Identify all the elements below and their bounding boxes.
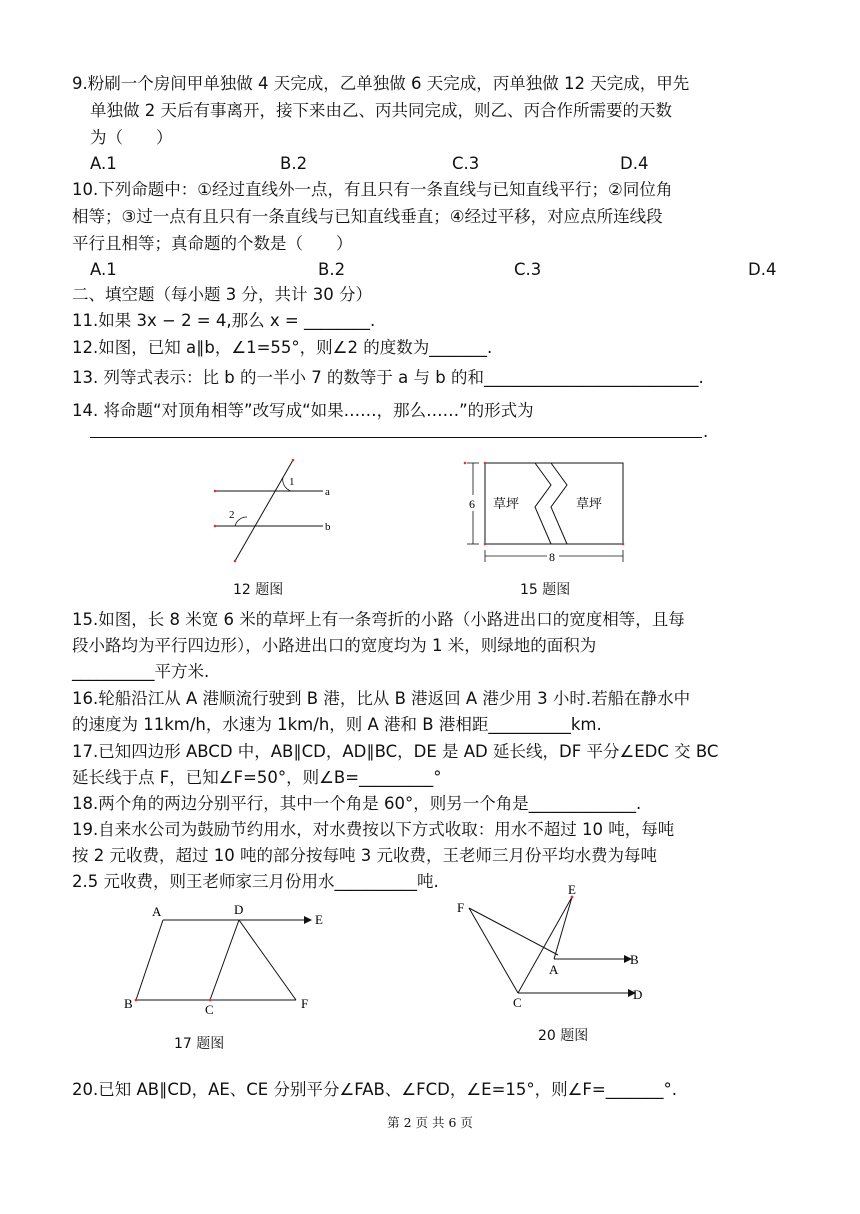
figure-17-caption: 17 题图 [174,1036,225,1052]
q9-line3: 为（ ） [90,128,173,147]
page-footer: 第 2 页 共 6 页 [387,1115,473,1130]
segment-ce [518,897,572,993]
q18: 18.两个角的两边分别平行，其中一个角是 60°，则另一个角是_____________. [72,794,642,813]
q11: 11.如果 3x − 2 = 4,那么 x = ________. [72,311,376,330]
q14-period: . [703,422,709,441]
dim-8-label: 8 [549,550,555,564]
transversal [235,460,293,561]
q10-line2: 相等；③过一点有且只有一条直线与已知直线垂直；④经过平移，对应点所连线段 [72,207,663,226]
q10-option-c: C.3 [514,260,542,279]
q9-option-a: A.1 [90,154,117,173]
q17-line2: 延长线于点 F，已知∠F=50°，则∠B=_________° [72,768,442,787]
q10-line3: 平行且相等；真命题的个数是（ ） [72,234,353,253]
q10-option-d: D.4 [748,260,777,279]
segment-dc [210,920,239,1000]
label-2: 2 [229,509,235,521]
label-A: A [152,904,162,919]
q17-line1: 17.已知四边形 ABCD 中，AB∥CD，AD∥BC，DE 是 AD 延长线，DF 平分∠EDC 交 BC [72,742,719,761]
label-E: E [315,912,323,927]
segment-ab [136,920,163,1000]
q15-line1: 15.如图，长 8 米宽 6 米的草坪上有一条弯折的小路（小路进出口的宽度相等，且每 [72,610,685,629]
label-C: C [513,995,522,1010]
segment-df [239,920,296,1000]
path-right-edge [551,463,567,544]
q16-line2: 的速度为 11km/h，水速为 1km/h，则 A 港和 B 港相距__________km. [72,715,602,734]
path-left-edge [535,463,551,544]
q14-answer-line [90,437,702,438]
figure-15 [455,455,635,570]
figure-17 [118,900,328,1020]
q10-option-b: B.2 [318,260,346,279]
label-B: B [630,952,639,967]
label-E: E [568,882,576,897]
lawn-left-label: 草坪 [493,496,520,511]
q9-option-d: D.4 [620,154,649,173]
figure-12-caption: 12 题图 [233,582,284,598]
q15-line2: 段小路均为平行四边形），小路进出口的宽度均为 1 米，则绿地的面积为 [72,636,597,655]
label-B: B [124,996,133,1011]
q13: 13. 列等式表示：比 b 的一半小 7 的数等于 a 与 b 的和__________________________. [72,368,704,387]
q16-line1: 16.轮船沿江从 A 港顺流行驶到 B 港，比从 B 港返回 A 港少用 3 小时.若船在静水中 [72,689,691,708]
q12: 12.如图，已知 a∥b，∠1=55°，则∠2 的度数为_______. [72,338,493,357]
label-1: 1 [289,476,295,488]
label-b: b [325,521,331,533]
label-D: D [234,902,244,917]
q19-line2: 按 2 元收费，超过 10 吨的部分按每吨 3 元收费，王老师三月份平均水费为每吨 [72,846,657,865]
q9-option-c: C.3 [452,154,480,173]
label-C: C [205,1002,214,1017]
q14: 14. 将命题“对顶角相等”改写成“如果……，那么……”的形式为 [72,401,534,420]
q15-line3: __________平方米. [72,662,210,681]
q9-line2: 单独做 2 天后有事离开，接下来由乙、丙共同完成，则乙、丙合作所需要的天数 [90,101,672,120]
label-a: a [325,486,330,498]
q9-line1: 9.粉刷一个房间甲单独做 4 天完成，乙单独做 6 天完成，丙单独做 12 天完成，甲先 [72,74,690,93]
q10-option-a: A.1 [90,260,117,279]
section-heading: 二、填空题（每小题 3 分，共计 30 分） [72,285,372,304]
label-A: A [549,962,559,977]
dim-6-label: 6 [469,497,475,511]
lawn-right-label: 草坪 [576,496,603,511]
figure-15-caption: 15 题图 [520,582,571,598]
label-F: F [457,900,465,915]
q10-line1: 10.下列命题中：①经过直线外一点，有且只有一条直线与已知直线平行；②同位角 [72,180,673,199]
angle-2-arc [235,517,247,526]
segment-ae [554,897,572,959]
q20: 20.已知 AB∥CD，AE、CE 分别平分∠FAB、∠FCD，∠E=15°，则∠F=_______°. [72,1080,677,1099]
label-F: F [301,996,309,1011]
q19-line1: 19.自来水公司为鼓励节约用水，对水费按以下方式收取：用水不超过 10 吨，每吨 [72,820,675,839]
label-D: D [633,987,643,1002]
figure-20-caption: 20 题图 [538,1028,589,1044]
q9-option-b: B.2 [280,154,308,173]
figure-20 [448,880,658,1015]
figure-12 [205,455,345,575]
q19-line3: 2.5 元收费，则王老师家三月份用水__________吨. [72,872,439,891]
